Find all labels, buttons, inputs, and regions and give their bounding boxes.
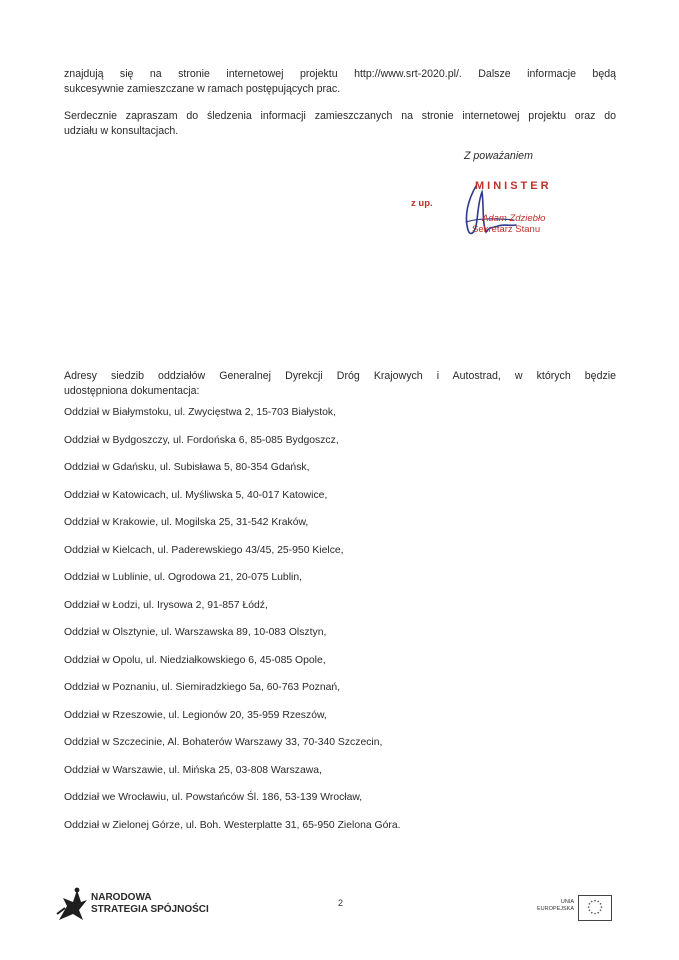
intro-paragraph — [64, 67, 616, 97]
list-item: Oddział w Szczecinie, Al. Bohaterów Warszawy 33, 70-340 Szczecin, — [64, 737, 383, 748]
list-item: Oddział w Katowicach, ul. Myśliwska 5, 40-017 Katowice, — [64, 489, 328, 501]
closing-salutation: Z poważaniem — [464, 150, 533, 162]
address-list — [64, 405, 401, 845]
list-item: Oddział w Warszawie, ul. Mińska 25, 03-808 Warszawa, — [64, 764, 322, 776]
eu-line-1: UNIA — [560, 899, 574, 905]
eu-line-2: EUROPEJSKA — [537, 906, 574, 912]
nss-logo-line-1: NARODOWA — [91, 892, 152, 903]
on-behalf-label: z up. — [411, 198, 433, 209]
list-item: Oddział w Krakowie, ul. Mogilska 25, 31-542 Kraków, — [64, 517, 309, 528]
intro-line-1: znajdują się na stronie internetowej projektu http://www.srt-2020.pl/. Dalsze informacje będą — [64, 68, 616, 80]
list-item: Oddział w Białymstoku, ul. Zwycięstwa 2, 15-703 Białystok, — [64, 407, 336, 418]
addresses-intro — [64, 369, 616, 399]
invitation-line-1: Serdecznie zapraszam do śledzenia informacji zamieszczanych na stronie internetowej projektu oraz do — [64, 110, 616, 122]
list-item: Oddział we Wrocławiu, ul. Powstańców Śl. 186, 53-139 Wrocław, — [64, 792, 363, 803]
list-item: Oddział w Rzeszowie, ul. Legionów 20, 35-959 Rzeszów, — [64, 709, 327, 721]
addresses-intro-line-2: udostępniona dokumentacja: — [64, 385, 200, 397]
invitation-paragraph — [64, 109, 616, 139]
nss-emblem-icon — [55, 884, 89, 924]
invitation-line-2: udziału w konsultacjach. — [64, 125, 179, 137]
eu-logo-text — [536, 899, 574, 913]
list-item: Oddział w Zielonej Górze, ul. Boh. Westerplatte 31, 65-950 Zielona Góra. — [64, 819, 401, 831]
list-item: Oddział w Łodzi, ul. Irysowa 2, 91-857 Łódź, — [64, 599, 268, 611]
signatory-title: Sekretarz Stanu — [472, 224, 541, 235]
list-item: Oddział w Poznaniu, ul. Siemiradzkiego 5a, 60-763 Poznań, — [64, 682, 341, 693]
nss-logo-line-2: STRATEGIA SPÓJNOŚCI — [91, 904, 209, 915]
signatory-name: Adam Zdziebło — [482, 213, 546, 224]
nss-logo-text — [91, 892, 209, 916]
intro-line-2: sukcesywnie zamieszczane w ramach postępujących prac. — [64, 83, 341, 95]
eu-flag-icon — [578, 895, 612, 921]
nss-logo — [55, 884, 225, 924]
list-item: Oddział w Lublinie, ul. Ogrodowa 21, 20-075 Lublin, — [64, 572, 302, 583]
eu-logo — [536, 895, 616, 925]
list-item: Oddział w Gdańsku, ul. Subisława 5, 80-354 Gdańsk, — [64, 462, 310, 473]
list-item: Oddział w Kielcach, ul. Paderewskiego 43/45, 25-950 Kielce, — [64, 544, 344, 556]
minister-stamp-title: MINISTER — [475, 180, 552, 192]
signature-block — [400, 178, 590, 238]
list-item: Oddział w Olsztynie, ul. Warszawska 89, 10-083 Olsztyn, — [64, 627, 327, 638]
page-number: 2 — [338, 898, 344, 908]
list-item: Oddział w Opolu, ul. Niedziałkowskiego 6, 45-085 Opole, — [64, 654, 326, 666]
list-item: Oddział w Bydgoszczy, ul. Fordońska 6, 85-085 Bydgoszcz, — [64, 434, 339, 446]
addresses-intro-line-1: Adresy siedzib oddziałów Generalnej Dyrekcji Dróg Krajowych i Autostrad, w których będzie — [64, 370, 616, 382]
